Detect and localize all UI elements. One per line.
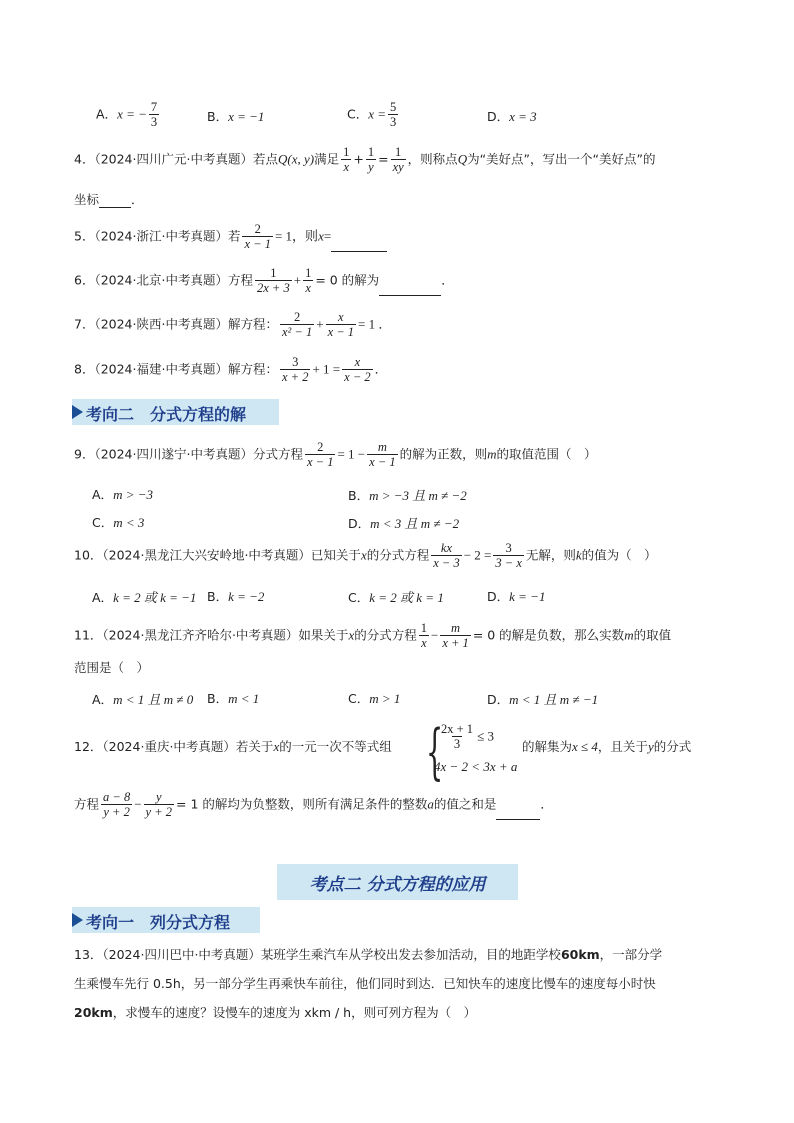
q10-option-a: A．k = 2 或 k = −1 <box>92 590 197 605</box>
q3-option-a: A．x = − $\frac{7}{3}$ <box>96 100 158 130</box>
q10-option-d: D．k = −1 <box>487 589 546 604</box>
question-13-line3: 20km，求慢车的速度？设慢车的速度为 xkm / h，则可列方程为（ ） <box>74 1005 477 1020</box>
question-12-cont: 的解集为x ≤ 4，且关于y的分式 <box>522 739 692 754</box>
answer-blank[interactable] <box>379 283 441 296</box>
triangle-marker-icon <box>72 913 83 927</box>
question-4: 4．（2024·四川广元·中考真题）若点Q(x, y)满足 $\frac{1}{x}$ + $\frac{1}{y}$ = $\frac{1}{xy}$ ，则称点Q为“美好点”，写出一个“美好点”的 <box>74 145 656 175</box>
section-bar-kaoxiang-1 <box>72 907 260 933</box>
question-6: 6．（2024·北京·中考真题）方程 $\frac{1}{2x + 3}$ + $\frac{1}{x}$ = 0 的解为 ． <box>74 266 454 296</box>
q10-option-b: B．k = −2 <box>207 589 265 604</box>
q9-option-a: A．m > −3 <box>92 487 153 502</box>
question-10: 10．（2024·黑龙江大兴安岭地·中考真题）已知关于x的分式方程 $\frac{kx}{x - 3}$ − 2 = $\frac{3}{3 - x}$ 无解，则k的值为（ ） <box>74 541 657 571</box>
question-11: 11．（2024·黑龙江齐齐哈尔·中考真题）如果关于x的分式方程 $\frac{1}{x}$ − $\frac{m}{x + 1}$ = 0 的解是负数，那么实数m的取值 <box>74 621 672 651</box>
question-4-line2: 坐标 ． <box>74 192 144 207</box>
q9-option-b: B．m > −3 且 m ≠ −2 <box>348 488 467 503</box>
section-bar-kaoxiang-2 <box>72 399 279 425</box>
q11-option-a: A．m < 1 且 m ≠ 0 <box>92 692 194 707</box>
q3-option-b: B．x = −1 <box>207 109 265 124</box>
question-11-line2: 范围是（ ） <box>74 660 150 675</box>
question-9: 9．（2024·四川遂宁·中考真题）分式方程 $\frac{2}{x - 1}$ = 1 − $\frac{m}{x - 1}$ 的解为正数，则m的取值范围（ ） <box>74 440 597 470</box>
question-8: 8．（2024·福建·中考真题）解方程： $\frac{3}{x + 2}$ + 1 = $\frac{x}{x - 2}$ ． <box>74 355 388 385</box>
answer-blank[interactable] <box>99 195 131 208</box>
q10-option-c: C．k = 2 或 k = 1 <box>348 590 444 605</box>
inequality-2: 4x − 2 < 3x + a <box>434 759 518 774</box>
section-title: 考向一 列分式方程 <box>86 913 231 932</box>
answer-blank[interactable] <box>331 239 387 252</box>
question-5: 5．（2024·浙江·中考真题）若 $\frac{2}{x - 1}$ = 1，则x= <box>74 222 387 252</box>
question-12-line2: 方程 $\frac{a - 8}{y + 2}$ − $\frac{y}{y + 2}$ = 1 的解均为负整数，则所有满足条件的整数a的值之和是 ． <box>74 790 553 820</box>
q11-option-c: C．m > 1 <box>348 691 401 706</box>
q11-option-d: D．m < 1 且 m ≠ −1 <box>487 692 599 707</box>
system-brace: { <box>426 717 444 787</box>
q3-option-d: D．x = 3 <box>487 109 537 124</box>
inequality-1: $\frac{2x + 1}{3}$ ≤ 3 <box>441 722 494 752</box>
section-title: 考向二 分式方程的解 <box>86 405 247 424</box>
q11-option-b: B．m < 1 <box>207 691 260 706</box>
q3-option-c: C．x = $\frac{5}{3}$ <box>347 100 397 130</box>
question-13-line2: 生乘慢车先行 0.5h，另一部分学生再乘快车前往，他们同时到达．已知快车的速度比慢车的速度每小时快 <box>74 976 656 991</box>
answer-blank[interactable] <box>496 807 540 820</box>
question-12: 12．（2024·重庆·中考真题）若关于x的一元一次不等式组 <box>74 739 392 754</box>
question-13-line1: 13．（2024·四川巴中·中考真题）某班学生乘汽车从学校出发去参加活动，目的地距学校60km，一部分学 <box>74 947 663 962</box>
question-7: 7．（2024·陕西·中考真题）解方程： $\frac{2}{\text{x² − 1}}$ + $\frac{x}{x - 1}$ = 1 ． <box>74 310 392 340</box>
q9-option-c: C．m < 3 <box>92 515 145 530</box>
kaodian-header: 考点二 分式方程的应用 <box>277 864 518 900</box>
q9-option-d: D．m < 3 且 m ≠ −2 <box>348 516 460 531</box>
triangle-marker-icon <box>72 405 83 419</box>
